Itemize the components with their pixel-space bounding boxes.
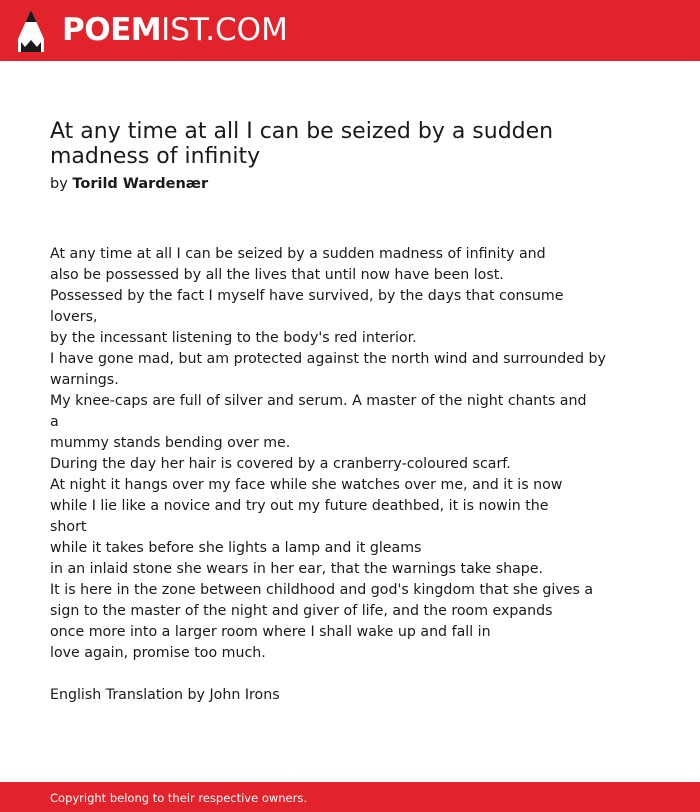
poem-line: At night it hangs over my face while she watches over me, and it is now bbox=[50, 477, 563, 493]
poem-line: by the incessant listening to the body's red interior. bbox=[50, 330, 417, 346]
poem-line: warnings. bbox=[50, 372, 119, 388]
poem-line: At any time at all I can be seized by a sudden madness of infinity and bbox=[50, 246, 546, 262]
poem-line: English Translation by John Irons bbox=[50, 687, 280, 703]
site-header bbox=[0, 0, 700, 61]
poem-line: in an inlaid stone she wears in her ear, that the warnings take shape. bbox=[50, 561, 544, 577]
poem-line: I have gone mad, but am protected against the north wind and surrounded by bbox=[50, 351, 606, 367]
site-footer bbox=[0, 782, 700, 812]
logo-text-light: IST.COM bbox=[161, 12, 288, 48]
pencil-logo-icon[interactable] bbox=[17, 9, 45, 53]
poem-line: once more into a larger room where I shall wake up and fall in bbox=[50, 624, 491, 640]
poem-line: Possessed by the fact I myself have survived, by the days that consume bbox=[50, 288, 564, 304]
poem-line: lovers, bbox=[50, 309, 98, 325]
poem-line: mummy stands bending over me. bbox=[50, 435, 291, 451]
poem-body bbox=[50, 244, 650, 706]
copyright-text: Copyright belong to their respective owners. bbox=[50, 791, 308, 805]
poem-line: It is here in the zone between childhood and god's kingdom that she gives a bbox=[50, 582, 594, 598]
author-name[interactable]: Torild Wardenær bbox=[72, 176, 209, 192]
poem-line: while I lie like a novice and try out my future deathbed, it is nowin the bbox=[50, 498, 549, 514]
poem-line: short bbox=[50, 519, 87, 535]
logo-text-bold: POEM bbox=[62, 12, 162, 48]
poem-line: a bbox=[50, 414, 59, 430]
byline bbox=[50, 175, 208, 193]
poem-line: sign to the master of the night and giver of life, and the room expands bbox=[50, 603, 553, 619]
byline-label: by bbox=[50, 176, 68, 192]
poem-line: During the day her hair is covered by a cranberry-coloured scarf. bbox=[50, 456, 511, 472]
poem-title: At any time at all I can be seized by a sudden madness of infinity bbox=[50, 119, 554, 169]
poem-line: My knee-caps are full of silver and serum. A master of the night chants and bbox=[50, 393, 587, 409]
poem-line: love again, promise too much. bbox=[50, 645, 266, 661]
poem-line: also be possessed by all the lives that until now have been lost. bbox=[50, 267, 504, 283]
stanza-break bbox=[50, 664, 650, 685]
poem-line: while it takes before she lights a lamp and it gleams bbox=[50, 540, 422, 556]
site-logo[interactable] bbox=[62, 12, 288, 48]
